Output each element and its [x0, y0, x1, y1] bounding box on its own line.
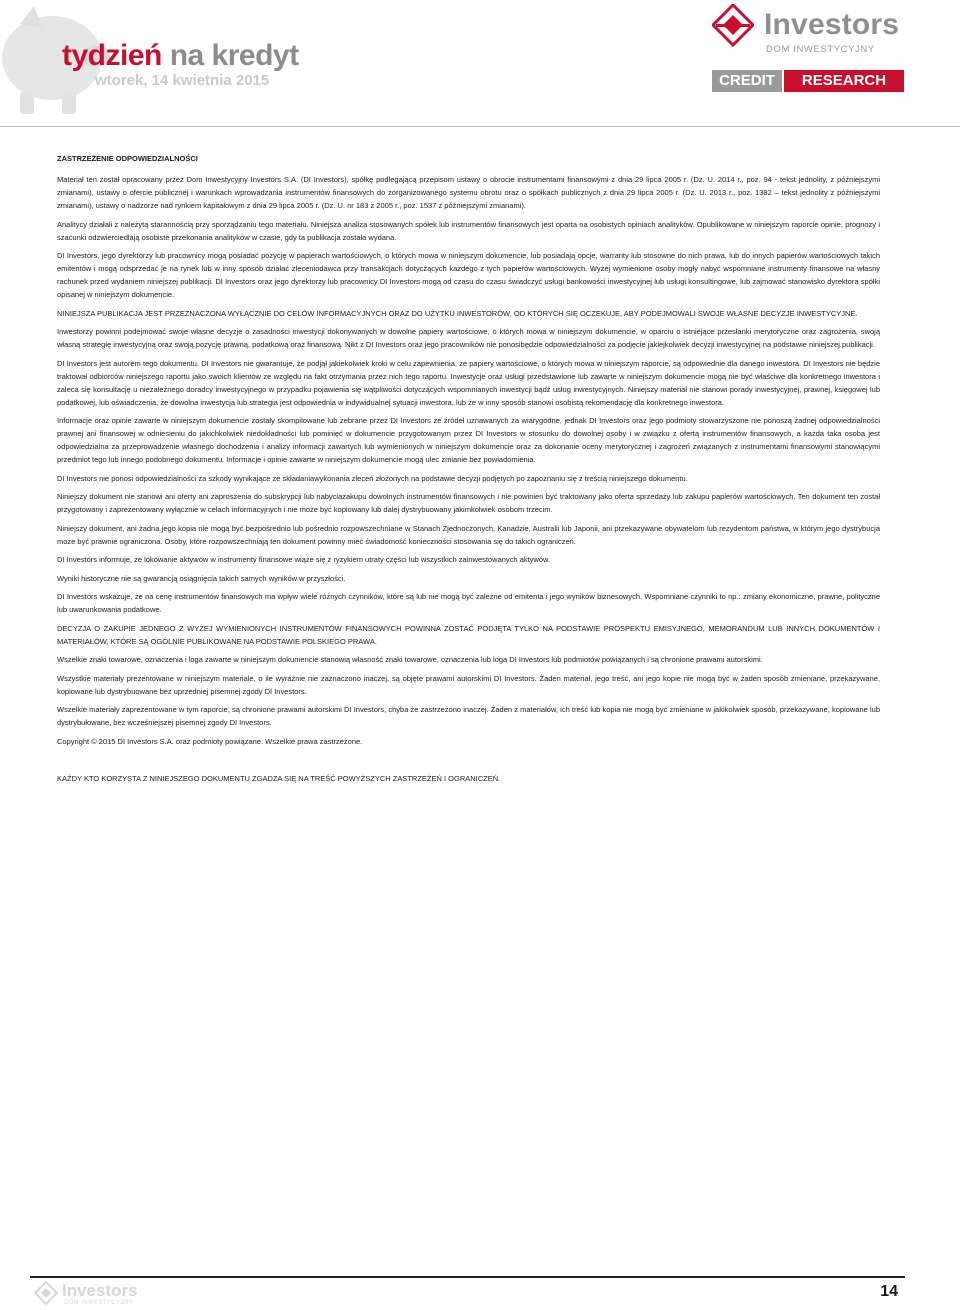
- paragraph: DI Investors nie ponosi odpowiedzialności za szkody wynikające ze składaniawykonania zleceń złożonych na podstawie decyzji podjętych po zapoznaniu się z treścią niniejszego dokumentu.: [57, 473, 688, 483]
- paragraph: Wszystkie materiały prezentowane w niniejszym materiale, o ile wyraźnie nie zaznaczono inaczej, są objęte prawami autorskimi DI Investors. Żaden materiał, jego treść, ani jego kopie nie mogą być w żaden sposób zmieniane, przekazywane, kopiowane lub dystrybuowane bez uprzedniej pisemnej zgody DI Investors.: [57, 673, 880, 696]
- publication-title-part1: tydzień: [62, 39, 162, 72]
- footer-diamond-icon: [34, 1281, 58, 1307]
- paragraph: Wyniki historyczne nie są gwarancją osiągnięcia takich samych wyników w przyszłości.: [57, 573, 346, 583]
- paragraph: Materiał ten został opracowany przez Dom Inwestycyjny Investors S.A. (DI Investors), spółkę podlegającą przepisom ustawy o obrocie instrumentami finansowymi z dnia 29 lipca 2005 r. (Dz. U. 2014 r., poz. 94 - tekst jednolity, z późniejszymi zmianami), ustawy o ofercie publicznej i warunkach wprowadzania instrumentów finansowych do zorganizowanego systemu obrotu oraz o spółkach publicznych z dnia 29 lipca 2005 r. (Dz. U. 2013 r., poz. 1382 – tekst jednolity z późniejszymi zmianami), ustawy o nadzorze nad rynkiem kapitałowym z dnia 29 lipca 2005 r. (Dz. U. nr 183 z 2005 r., poz. 1537 z późniejszymi zmianami).: [57, 175, 880, 210]
- publication-title-part2: na kredyt: [169, 39, 299, 72]
- disclaimer-body: [57, 152, 880, 790]
- paragraph: NINIEJSZA PUBLIKACJA JEST PRZEZNACZONA WYŁĄCZNIE DO CELÓW INFORMACYJNYCH ORAZ DO UŻYTKU INWESTORÓW, OD KTÓRYCH SIĘ OCZEKUJE, ABY PODEJMOWALI SWOJE WŁASNE DECYZJE INWESTYCYJNE.: [57, 308, 858, 318]
- paragraph: Wszelkie znaki towarowe, oznaczenia i loga zawarte w niniejszym dokumencie stanowią własność znaki towarowe, oznaczenia lub loga DI Investors lub podmiotów powiązanych i są chronione prawami autorskimi.: [57, 655, 763, 664]
- credit-label: CREDIT: [712, 70, 782, 92]
- copyright-notice: Copyright © 2015 DI Investors S.A. oraz podmioty powiązane. Wszelkie prawa zastrzeżone.: [57, 736, 363, 746]
- paragraph: DI Investors wskazuje, że na cenę instrumentów finansowych ma wpływ wiele różnych czynników, które są lub nie mogą być zależne od emitenta i jego wyników biznesowych. Wspomniane czynniki to np.: zmiany ekonomiczne, prawne, polityczne lub uwarunkowania podatkowe.: [57, 592, 880, 614]
- paragraph: Niniejszy dokument nie stanowi ani oferty ani zaproszenia do subskrypcji lub nabyciazakupu dowolnych instrumentów finansowych i nie powinien być traktowany jako oferta sprzedaży lub zakupu papierów wartościowych. Ten dokument ten został przygotowany i zaprezentowany wyłącznie w celach informacyjnych i nie może być kopiowany lub dalej dystrybuowany jakimkolwiek osobom trzecim.: [57, 492, 880, 514]
- brand-subtitle: DOM INWESTYCYJNY: [766, 44, 875, 55]
- paragraph: DI Investors, jego dyrektorzy lub pracownicy mogą posiadać pozycję w papierach wartościowych, o których mowa w niniejszym dokumencie, lub posiadają opcje, warranty lub stosowne do nich prawa, lub do innych papierów wartościowych takich emitentów i mogą odsprzedać je na rynek lub w inny sposób działać zleceniodawca przy transakcjach dotyczących każdego z tych papierów wartościowych. Wyżej wymienione osoby mogły nabyć wspomniane instrumenty finansowe na własny rachunek przed wydaniem niniejszej publikacji. DI Investors oraz jego dyrektorzy lub pracownicy DI Investors mogą od czasu do czasu świadczyć usługi bankowości inwestycyjnej lub usługi konsultingowe, lub zajmować stanowisko dyrektora spółki opisanej w niniejszym dokumencie.: [57, 251, 880, 299]
- header-divider: [0, 126, 960, 127]
- closing-statement: KAŻDY KTO KORZYSTA Z NINIEJSZEGO DOKUMENTU ZGADZA SIĘ NA TREŚĆ POWYŻSZYCH ZASTRZEŻEŃ I OGRANICZEŃ.: [57, 773, 501, 783]
- paragraph: Inwestorzy powinni podejmować swoje własne decyzje o zasadności inwestycji dokonywanych w dowolne papiery wartościowe, o których mowa w niniejszym dokumencie, w oparciu o istniejące przesłanki merytoryczne oraz zagrożenia, swoją własną strategię inwestycyjną oraz swoją pozycję prawną, podatkową oraz finansową. Nikt z DI Investors oraz jego pracowników nie ponosibędzie odpowiedzialności za podjęcie jakiejkolwiek decyzji inwestycyjnej na podstawie niniejszej publikacji.: [57, 327, 880, 349]
- paragraph: Wszelkie materiały zaprezentowane w tym raporcie, są chronione prawami autorskimi DI Investors, chyba że zastrzeżono inaczej. Żaden z materiałów, ich treść lub kopia nie mogą być zmieniane w jakikolwiek sposób, przekazywane, kopiowane lub dystrybułowane, bez wcześniejszej pisemnej zgody DI Investors.: [57, 705, 880, 727]
- paragraph: Informacje oraz opinie zawarte w niniejszym dokumencie zostały skompilowane lub zebrane przez DI Investors ze źródeł uznawanych za wiarygodne, jednak DI Investors oraz jego podmioty stowarzyszone nie ponoszą żadnej odpowiedzialności prawnej ani finansowej w odniesieniu do jakichkolwiek niedokładności lub pominięć w dokumencie przygotowanym przez DI Investors w stosunku do dowolnej osoby i w związku z ofertą instrumentów finansowych, a każda taka osoba jest odpowiedzialna za przeprowadzenie własnego dochodzenia i analizy informacji zawartych lub wymienionych w niniejszym dokumencie oraz za dokonanie oceny merytorycznej i zagrożeń związanych z instrumentami finansowymi stanowiącymi przedmiot tego lub innego podobnego dokumentu. Informacje i opinie zawarte w niniejszym dokumencie mogą ulec zmianie bez powiadomienia.: [57, 416, 880, 464]
- publication-date: wtorek, 14 kwietnia 2015: [95, 72, 270, 89]
- paragraph: DI Investors jest autorem tego dokumentu. DI Investors nie gwarantuje, że podjął jakiekolwiek kroki w celu zapewnienia, że papiery wartościowe, o których mowa w niniejszym raporcie, są odpowiednie dla danego inwestora. DI Investors nie będzie traktował odbiorców niniejszego raportu jako swoich klientów ze względu na fakt otrzymania przez nich tego raportu. Inwestycje oraz usługi przedstawione lub zawarte w niniejszym dokumencie mogą nie być właściwe dla konkretnego inwestora i zaleca się konsultację u niezależnego doradcy inwestycyjnego w przypadku pojawienia się wątpliwości dotyczących wspomnianych inwestycji bądź usług inwestycyjnych. Niniejszy materiał nie stanowi porady inwestycyjnej, prawnej, księgowej lub podatkowej, lub oświadczenia, że dowolna inwestycja lub strategia jest odpowiednia w indywidualnej sytuacji inwestora, lub że w inny sposób stanowi osobistą rekomendację dla konkretnego inwestora.: [57, 358, 880, 407]
- investors-logo: [712, 4, 904, 90]
- paragraph: DI Investors informuje, że lokowanie aktywów w instrumenty finansowe wiąże się z ryzykiem utraty części lub wszystkich zainwestowanych aktywów.: [57, 555, 551, 564]
- brand-name: Investors: [764, 8, 900, 41]
- publication-title: [62, 38, 299, 74]
- footer-logo: [34, 1281, 144, 1307]
- footer-brand-name: Investors: [62, 1281, 138, 1300]
- page-number: 14: [880, 1283, 898, 1300]
- section-title: ZASTRZEŻENIE ODPOWIEDZIALNOŚCI: [57, 154, 198, 163]
- research-label: RESEARCH: [784, 70, 904, 92]
- paragraph: Analitycy działali z należytą starannością przy sporządzaniu tego materiału. Niniejsza analiza stosowanych spółek lub instrumentów finansowych jest oparta na osobistych opiniach analityków. Opublikowane w niniejszym raporcie opinie, prognozy i szacunki odzwierciedlają osobiste przekonania analityków w czasie, gdy ta publikacja została wydana.: [57, 219, 880, 242]
- footer-brand-subtitle: DOM INWESTYCYJNY: [64, 1300, 134, 1306]
- paragraph: Niniejszy dokument, ani żadna jego kopia nie mogą być bezpośrednio lub pośrednio rozpowszechniane w Stanach Zjednoczonych, Kanadzie, Australii lub Japonii, ani przekazywane obywatelom lub rezydentom państwa, w którym jego dystrybucja może być prawnie ograniczona. Osoby, które rozpowszechniają ten dokument powinny mieć świadomość konieczności stosowania się do takich ograniczeń.: [57, 523, 880, 546]
- footer-divider: [30, 1276, 905, 1278]
- report-header: [0, 0, 960, 130]
- diamond-logo-icon: [712, 4, 754, 54]
- paragraph: DECYZJA O ZAKUPIE JEDNEGO Z WYŻEJ WYMIENIONYCH INSTRUMENTÓW FINANSOWYCH POWINNA ZOSTAĆ PODJĘTA TYLKO NA PODSTAWIE PROSPEKTU EMISYJNEGO, MEMORANDUM LUB INNYCH DOKUMENTÓW I MATERIAŁÓW, KTÓRE SĄ OGÓLNIE PUBLIKOWANE NA PODSTAWIE POLSKIEGO PRAWA.: [57, 623, 880, 646]
